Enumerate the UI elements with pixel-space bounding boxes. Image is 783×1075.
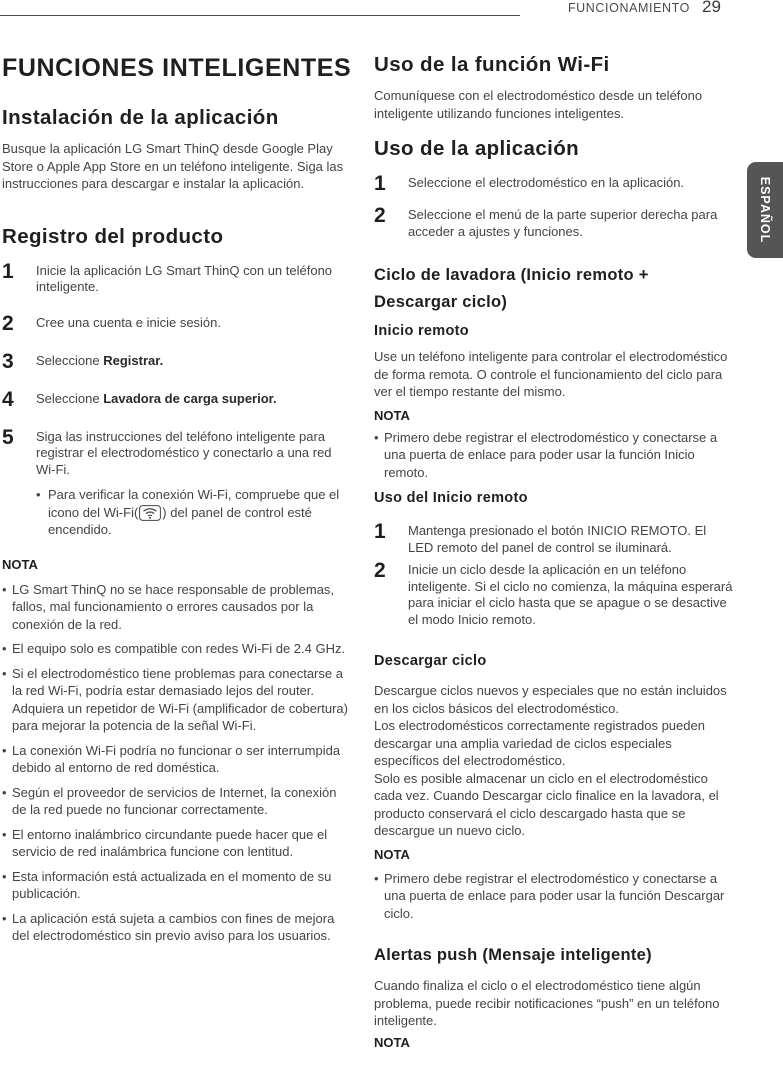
nota-item-text: Primero debe registrar el electrodoméstico y conectarse a una puerta de enlace para poder usar la función Inicio remoto. xyxy=(384,429,718,480)
language-tab xyxy=(747,162,783,258)
nota-item-text: LG Smart ThinQ no se hace responsable de problemas, fallos, mal funcionamiento o errores causados por la conexión de la red. xyxy=(12,581,335,632)
step-text: Siga las instrucciones del teléfono inteligente para registrar el electrodoméstico y conectarlo a una red Wi-Fi. xyxy=(36,428,332,477)
bullet-dot: • xyxy=(374,870,379,886)
push-nota-label: NOTA xyxy=(374,1034,410,1050)
step-text xyxy=(36,389,352,408)
download-nota-list xyxy=(374,870,734,923)
sub-bullet-text-after: ) del panel de control esté encendido. xyxy=(48,504,312,537)
bullet-dot: • xyxy=(2,868,7,884)
wifi-use-body: Comuníquese con el electrodoméstico desde un teléfono inteligente utilizando funciones inteligentes. xyxy=(374,88,703,121)
push-body: Cuando finaliza el ciclo o el electrodoméstico tiene algún problema, puede recibir notificaciones “push” en un teléfono inteligente. xyxy=(374,978,720,1028)
nota-item xyxy=(2,640,352,658)
nota-item-text: Primero debe registrar el electrodoméstico y conectarse a una puerta de enlace para poder usar la función Descargar ciclo. xyxy=(384,870,725,921)
nota-label: NOTA xyxy=(2,556,38,572)
nota-item-text: El entorno inalámbrico circundante puede hacer que el servicio de red inalámbrica funcione con lentitud. xyxy=(12,826,328,859)
remote-use-step xyxy=(374,560,734,628)
step-text: Cree una cuenta e inicie sesión. xyxy=(36,314,222,330)
download-body-2: Los electrodomésticos correctamente registrados pueden descargar una amplia variedad de ciclos especiales específicos del electrodoméstico. xyxy=(374,718,705,768)
nota-item xyxy=(2,910,352,945)
cycle-heading xyxy=(374,262,734,316)
register-heading: Registro del producto xyxy=(2,224,224,248)
download-body-1: Descargue ciclos nuevos y especiales que no están incluidos en los ciclos básicos del electrodoméstico. xyxy=(374,683,727,716)
page-header xyxy=(0,0,783,20)
nota-item-text: Esta información está actualizada en el momento de su publicación. xyxy=(12,868,332,901)
bullet-dot: • xyxy=(2,641,7,656)
step-text: Mantenga presionado el botón INICIO REMOTO. El LED remoto del panel de control se iluminará. xyxy=(408,523,707,555)
nota-item-text: La conexión Wi-Fi podría no funcionar o ser interrumpida debido al entorno de red doméstica. xyxy=(12,742,341,775)
step-number: 1 xyxy=(374,520,386,543)
app-use-heading: Uso de la aplicación xyxy=(374,137,580,160)
remote-use-heading: Uso del Inicio remoto xyxy=(374,490,528,506)
download-heading: Descargar ciclo xyxy=(374,653,487,669)
nota-item xyxy=(2,826,352,861)
page-number: 29 xyxy=(702,0,721,16)
left-column xyxy=(2,50,352,945)
step-text-bold: Registrar. xyxy=(103,352,164,368)
install-heading: Instalación de la aplicación xyxy=(2,106,279,129)
step-number: 1 xyxy=(2,259,14,283)
step-number: 2 xyxy=(2,311,14,335)
register-sub-bullet xyxy=(2,486,352,539)
bullet-dot: • xyxy=(2,784,7,800)
nota-item xyxy=(2,665,352,735)
header-section-title: FUNCIONAMIENTO xyxy=(520,0,698,16)
nota-item xyxy=(2,742,352,777)
step-text: Inicie la aplicación LG Smart ThinQ con un teléfono inteligente. xyxy=(36,262,333,294)
install-body: Busque la aplicación LG Smart ThinQ desde Google Play Store o Apple App Store en un teléfono inteligente. Siga las instrucciones para descargar e instalar la aplicación. xyxy=(2,141,344,191)
bullet-dot: • xyxy=(2,581,7,597)
register-steps xyxy=(2,261,352,479)
step-text: Inicie un ciclo desde la aplicación en un teléfono inteligente. Si el ciclo no comienza, la máquina esperará para iniciar el ciclo hasta que se apague o se desactive el modo Inicio remoto. xyxy=(408,562,733,627)
bullet-dot: • xyxy=(2,742,7,758)
nota-item xyxy=(374,870,734,923)
download-body-3: Solo es posible almacenar un ciclo en el electrodoméstico cada vez. Cuando Descargar ciclo finalice en la lavadora, el producto conservará el ciclo descargado hasta que se descargue un nuevo ciclo. xyxy=(374,770,719,838)
bullet-dot: • xyxy=(2,910,7,926)
register-step xyxy=(2,313,352,335)
nota-item-text: El equipo solo es compatible con redes Wi-Fi de 2.4 GHz. xyxy=(12,641,346,656)
language-tab-label: ESPAÑOL xyxy=(758,176,772,244)
step-text: Seleccione el electrodoméstico en la aplicación. xyxy=(408,175,685,190)
step-number: 5 xyxy=(2,425,14,449)
right-column xyxy=(374,50,734,1052)
bullet-dot: • xyxy=(2,826,7,842)
nota-item xyxy=(374,429,734,482)
page-title: FUNCIONES INTELIGENTES xyxy=(2,54,352,82)
app-use-step xyxy=(374,205,734,240)
nota-item-text: Según el proveedor de servicios de Internet, la conexión de la red puede no funcionar correctamente. xyxy=(12,784,337,817)
push-heading: Alertas push (Mensaje inteligente) xyxy=(374,946,652,964)
wifi-icon xyxy=(139,505,161,521)
step-text xyxy=(36,351,352,370)
nota-item xyxy=(2,581,352,634)
step-number: 2 xyxy=(374,204,386,227)
step-number: 2 xyxy=(374,559,386,582)
nota-list xyxy=(2,581,352,945)
nota-item xyxy=(2,784,352,819)
remote-use-step xyxy=(374,521,734,556)
step-text: Seleccione el menú de la parte superior derecha para acceder a ajustes y funciones. xyxy=(408,207,718,239)
bullet-dot: • xyxy=(2,665,7,681)
remote-body: Use un teléfono inteligente para controlar el electrodoméstico de forma remota. O controle el funcionamiento del ciclo para ver el tiempo restante del mismo. xyxy=(374,349,728,399)
cycle-heading-line1: Ciclo de lavadora (Inicio remoto + xyxy=(374,266,649,284)
step-number: 4 xyxy=(2,387,14,411)
step-number: 3 xyxy=(2,349,14,373)
register-step xyxy=(2,351,352,373)
remote-use-steps xyxy=(374,521,734,628)
wifi-use-heading: Uso de la función Wi-Fi xyxy=(374,53,610,76)
register-step xyxy=(2,427,352,479)
remote-heading: Inicio remoto xyxy=(374,323,469,339)
nota-item xyxy=(2,868,352,903)
register-step xyxy=(2,389,352,411)
app-use-step xyxy=(374,173,734,195)
step-text-prefix: Seleccione xyxy=(36,352,104,368)
bullet-dot: • xyxy=(36,487,41,502)
nota-item-text: Si el electrodoméstico tiene problemas para conectarse a la red Wi-Fi, podría estar demasiado lejos del router. Adquiera un repetidor de Wi-Fi (amplificador de cobertura) para mejorar la potencia de la señal Wi-Fi. xyxy=(12,665,348,733)
remote-nota-label: NOTA xyxy=(374,407,410,423)
download-nota-label: NOTA xyxy=(374,846,410,862)
step-number: 1 xyxy=(374,172,386,195)
nota-item-text: La aplicación está sujeta a cambios con fines de mejora del electrodoméstico sin previo aviso para los usuarios. xyxy=(12,910,335,943)
cycle-heading-line2: Descargar ciclo) xyxy=(374,293,508,311)
register-step xyxy=(2,261,352,296)
remote-nota-list xyxy=(374,429,734,482)
sub-bullet-text-before: Para verificar la conexión Wi-Fi, compruebe que el icono del Wi-Fi( xyxy=(48,487,340,520)
step-text-bold: Lavadora de carga superior. xyxy=(103,390,277,406)
step-text-prefix: Seleccione xyxy=(36,390,104,406)
app-use-steps xyxy=(374,173,734,240)
bullet-dot: • xyxy=(374,429,379,445)
